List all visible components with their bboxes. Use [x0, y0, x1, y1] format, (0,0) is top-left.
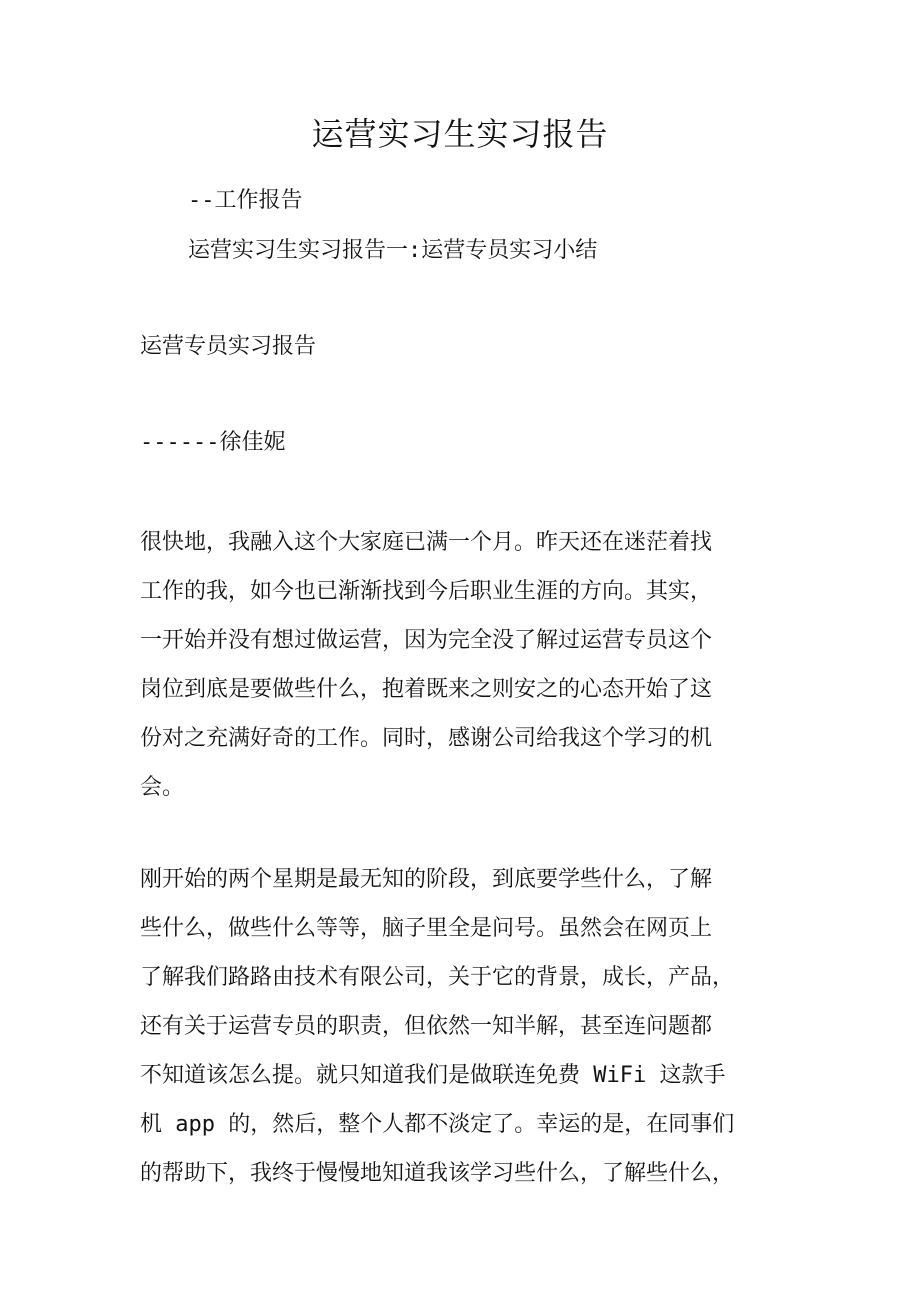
paragraph-1: [140, 518, 790, 812]
paragraph-line: 些什么，做些什么等等，脑子里全是问号。虽然会在网页上: [140, 916, 713, 941]
paragraph-line: 了解我们路路由技术有限公司，关于它的背景，成长，产品，: [140, 965, 735, 990]
document-title: 运营实习生实习报告: [311, 115, 609, 153]
paragraph-line: 份对之充满好奇的工作。同时，感谢公司给我这个学习的机: [140, 726, 713, 751]
report-heading: 运营专员实习报告: [140, 334, 317, 359]
paragraph-line: 岗位到底是要做些什么，抱着既来之则安之的心态开始了这: [140, 677, 713, 702]
paragraph-line: 工作的我，如今也已渐渐找到今后职业生涯的方向。其实，: [140, 579, 713, 604]
paragraph-line: 机 app 的，然后，整个人都不淡定了。幸运的是，在同事们: [140, 1112, 735, 1137]
paragraph-line: 刚开始的两个星期是最无知的阶段，到底要学些什么，了解: [140, 867, 713, 892]
paragraph-line: 很快地，我融入这个大家庭已满一个月。昨天还在迷茫着找: [140, 530, 713, 555]
paragraph-line: 一开始并没有想过做运营，因为完全没了解过运营专员这个: [140, 628, 713, 653]
paragraph-line: 不知道该怎么提。就只知道我们是做联连免费 WiFi 这款手: [140, 1063, 726, 1088]
author-line: ------徐佳妮: [140, 430, 286, 455]
section-subheading: 运营实习生实习报告一:运营专员实习小结: [188, 238, 598, 263]
paragraph-line: 还有关于运营专员的职责，但依然一知半解，甚至连问题都: [140, 1014, 713, 1039]
document-subtitle: --工作报告: [188, 188, 303, 213]
paragraph-2: [140, 855, 790, 1198]
paragraph-line: 会。: [140, 775, 185, 800]
paragraph-line: 的帮助下，我终于慢慢地知道我该学习些什么，了解些什么，: [140, 1161, 735, 1186]
